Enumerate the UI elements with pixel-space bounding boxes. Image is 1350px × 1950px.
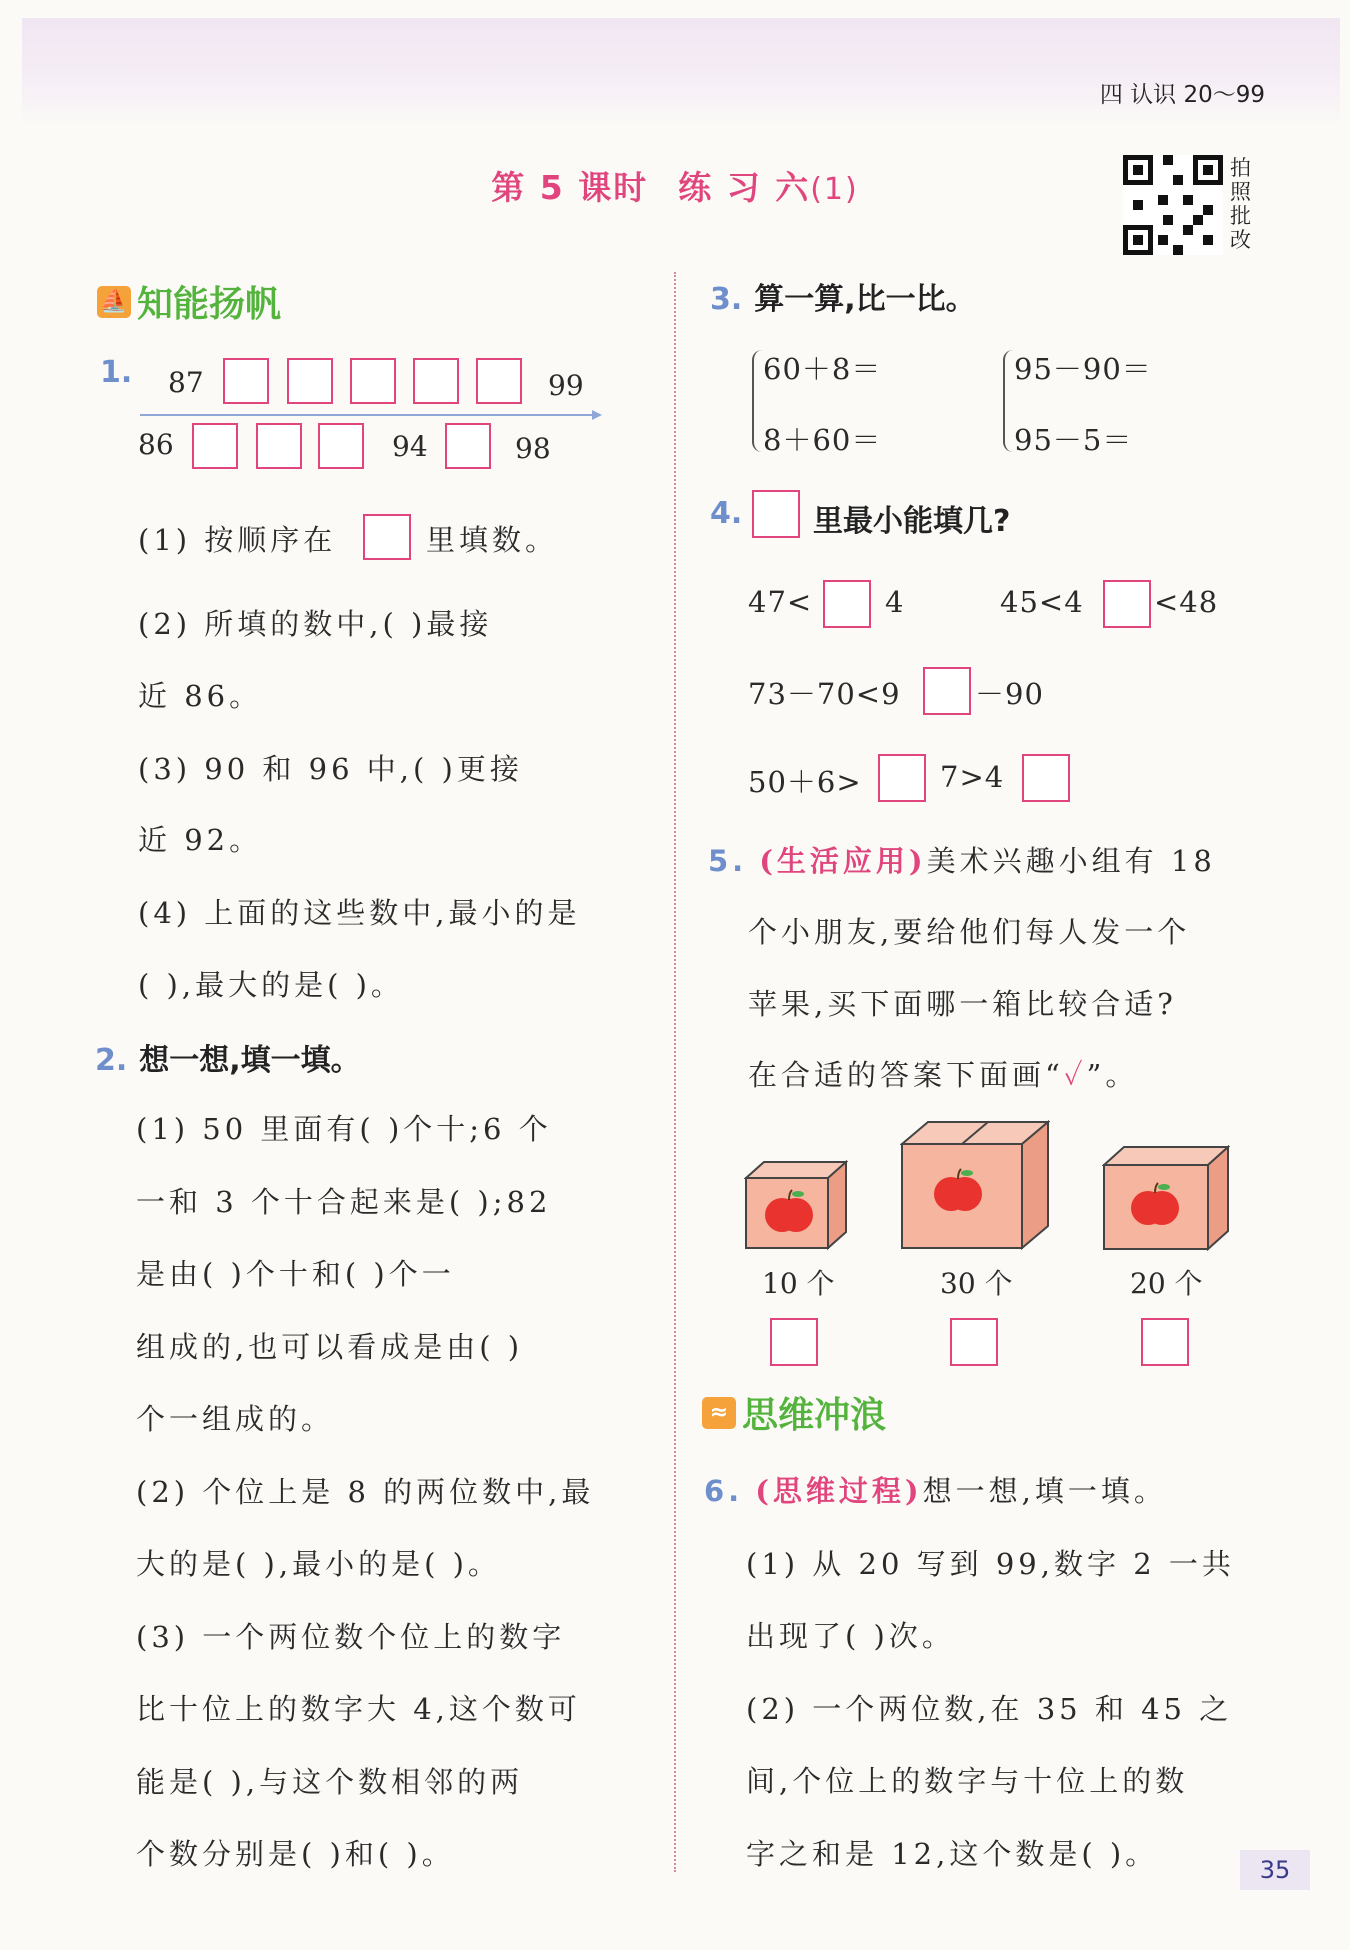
q1-bottom-box[interactable]: [192, 423, 238, 469]
qr-label: 拍照批改: [1230, 156, 1251, 252]
q1-top-box[interactable]: [287, 358, 333, 404]
qr-code-icon[interactable]: [1123, 155, 1223, 255]
q1-bottom-box[interactable]: [445, 423, 491, 469]
q1-top-box[interactable]: [476, 358, 522, 404]
wave-icon: ≈: [702, 1397, 736, 1429]
q2-line: 大的是( ),最小的是( )。: [136, 1547, 501, 1581]
q5-answer-box[interactable]: [1141, 1318, 1189, 1366]
section-heading-2: [702, 1387, 886, 1438]
q5-tag: (生活应用): [759, 844, 927, 878]
q1-part4-cont: ( ),最大的是( )。: [138, 968, 404, 1002]
q1-top-box[interactable]: [223, 358, 269, 404]
q5-line: 苹果,买下面哪一箱比较合适?: [748, 987, 1177, 1021]
q6-tag: (思维过程): [755, 1474, 923, 1508]
checkmark-icon: ✓: [1063, 1058, 1087, 1092]
q1-bottom-box[interactable]: [256, 423, 302, 469]
q2-heading: 2. 想一想,填一填。: [95, 1043, 361, 1078]
apple-box-small: [744, 1160, 848, 1250]
q1-part1-a: (1) 按顺序在: [138, 523, 337, 557]
q3-heading: 3. 算一算,比一比。: [710, 282, 976, 317]
box-label: 10 个: [762, 1267, 835, 1300]
q6-line: 出现了( )次。: [746, 1619, 955, 1653]
q4-box[interactable]: [923, 667, 971, 715]
q1-part2-cont: 近 86。: [138, 679, 263, 713]
lesson-number: 第 5 课时: [491, 168, 649, 207]
q1-bottom-end: 98: [515, 432, 551, 465]
q2-line: 个一组成的。: [136, 1402, 335, 1436]
q4-r3b: 7>4: [940, 760, 1005, 794]
box-label: 30 个: [940, 1267, 1013, 1300]
q1-part2: (2) 所填的数中,( )最接: [138, 607, 493, 641]
apple-box-large: [900, 1120, 1050, 1250]
q1-bottom-start: 86: [138, 428, 174, 461]
q4-box[interactable]: [1022, 754, 1070, 802]
answer-box-sample: [752, 490, 800, 538]
q2-line: (1) 50 里面有( )个十;6 个: [136, 1112, 552, 1146]
q4-box[interactable]: [823, 580, 871, 628]
brace-left: [752, 350, 762, 452]
q4-r2-right: －90: [975, 677, 1044, 711]
answer-box-sample: [363, 514, 411, 560]
lesson-sub: (1): [810, 172, 859, 207]
q1-bottom-mid: 94: [392, 430, 428, 463]
q4-box[interactable]: [1103, 580, 1151, 628]
q3-b2: 95－5＝: [1014, 423, 1133, 457]
brace-right: [1003, 350, 1013, 452]
q3-b1: 95－90＝: [1014, 352, 1152, 386]
q5-line: 5. (生活应用)美术兴趣小组有 18: [708, 844, 1216, 878]
q1-bottom-box[interactable]: [318, 423, 364, 469]
q3-a2: 8＋60＝: [763, 423, 882, 457]
q5-line: 在合适的答案下面画“✓”。: [748, 1058, 1139, 1092]
q2-line: (2) 个位上是 8 的两位数中,最: [136, 1475, 595, 1509]
q6-line: 间,个位上的数字与十位上的数: [746, 1764, 1189, 1798]
q4-title: 里最小能填几?: [813, 504, 1011, 539]
box-label: 20 个: [1130, 1267, 1203, 1300]
q2-line: 比十位上的数字大 4,这个数可: [136, 1692, 581, 1726]
q2-line: 能是( ),与这个数相邻的两: [136, 1765, 524, 1799]
page-number: 35: [1240, 1850, 1310, 1890]
q4-r1b-right: <48: [1154, 585, 1219, 619]
q6-line: 字之和是 12,这个数是( )。: [746, 1837, 1159, 1871]
q1-top-end: 99: [548, 369, 584, 402]
q4-r1b-left: 45<4: [1000, 585, 1084, 619]
q2-line: 是由( )个十和( )个一: [136, 1257, 455, 1291]
q4-r1a-left: 47<: [748, 585, 813, 619]
column-divider: [674, 272, 676, 1872]
section-heading-1: [97, 276, 281, 327]
q5-line: 个小朋友,要给他们每人发一个: [748, 915, 1191, 949]
q6-line: (2) 一个两位数,在 35 和 45 之: [746, 1692, 1233, 1726]
q5-answer-box[interactable]: [950, 1318, 998, 1366]
q1-part4: (4) 上面的这些数中,最小的是: [138, 896, 581, 930]
lesson-name: 练 习 六: [678, 168, 811, 207]
q1-top-start: 87: [168, 366, 204, 399]
apple-box-medium: [1102, 1145, 1230, 1251]
q4-r2-left: 73－70<9: [748, 677, 901, 711]
section-title: 知能扬帆: [137, 284, 282, 325]
q2-line: (3) 一个两位数个位上的数字: [136, 1620, 566, 1654]
q1-top-box[interactable]: [350, 358, 396, 404]
q4-number: 4.: [710, 496, 743, 531]
q4-box[interactable]: [878, 754, 926, 802]
q6-line: (1) 从 20 写到 99,数字 2 一共: [746, 1547, 1235, 1581]
unit-label: 四 认识 20～99: [1099, 82, 1265, 108]
q2-line: 一和 3 个十合起来是( );82: [136, 1185, 552, 1219]
q1-part3: (3) 90 和 96 中,( )更接: [138, 752, 523, 786]
q1-top-box[interactable]: [413, 358, 459, 404]
q3-a1: 60＋8＝: [763, 352, 882, 386]
q4-r3a: 50＋6>: [748, 765, 862, 799]
q6-heading: 6. (思维过程)想一想,填一填。: [704, 1474, 1167, 1508]
q1-part3-cont: 近 92。: [138, 823, 263, 857]
q2-line: 个数分别是( )和( )。: [136, 1837, 455, 1871]
number-line: [140, 408, 602, 422]
sail-icon: ⛵: [97, 286, 131, 318]
q2-line: 组成的,也可以看成是由( ): [136, 1330, 524, 1364]
q1-part1-b: 里填数。: [426, 523, 559, 557]
q4-r1a-right: 4: [885, 585, 908, 619]
section-title: 思维冲浪: [742, 1395, 887, 1436]
q1-number: 1.: [100, 355, 133, 390]
q5-answer-box[interactable]: [770, 1318, 818, 1366]
header-band: [22, 18, 1340, 126]
